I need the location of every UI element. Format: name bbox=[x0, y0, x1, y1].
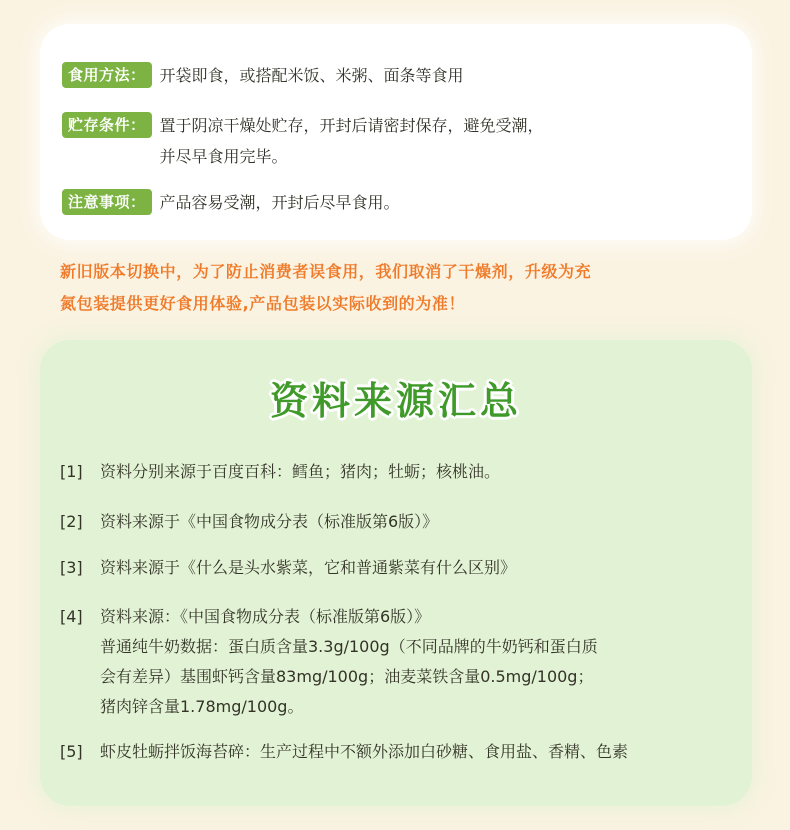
reference-text: 资料来源：《中国食物成分表（标准版第6版）》 bbox=[100, 607, 431, 626]
sources-card bbox=[40, 340, 752, 806]
reference-2 bbox=[60, 508, 438, 536]
reference-4 bbox=[60, 602, 598, 722]
reference-4-detail-3: 猪肉锌含量1.78mg/100g。 bbox=[100, 697, 304, 716]
storage-line-1: 置于阴凉干燥处贮存，开封后请密封保存，避免受潮， bbox=[159, 116, 544, 135]
reference-5 bbox=[60, 738, 628, 766]
reference-number: [4] bbox=[60, 607, 83, 626]
caution-line: 产品容易受潮，开封后尽早食用。 bbox=[159, 193, 400, 212]
storage-text bbox=[160, 110, 544, 172]
reference-text: 资料来源于《中国食物成分表（标准版第6版）》 bbox=[100, 512, 439, 531]
reference-1 bbox=[60, 458, 500, 486]
storage-tag: 贮存条件： bbox=[62, 112, 152, 138]
usage-method-row bbox=[62, 62, 464, 91]
reference-number: [3] bbox=[60, 558, 83, 577]
caution-tag: 注意事项： bbox=[62, 189, 152, 215]
usage-method-tag: 食用方法： bbox=[62, 62, 152, 88]
notice-line-2: 氮包装提供更好食用体验,产品包装以实际收到的为准！ bbox=[60, 294, 466, 313]
caution-row bbox=[62, 189, 400, 218]
storage-line-2: 并尽早食用完毕。 bbox=[159, 147, 288, 166]
reference-3 bbox=[60, 554, 516, 582]
reference-text: 资料分别来源于百度百科：鳕鱼；猪肉；牡蛎；核桃油。 bbox=[100, 462, 501, 481]
packaging-notice bbox=[60, 256, 740, 320]
reference-text: 虾皮牡蛎拌饭海苔碎：生产过程中不额外添加白砂糖、食用盐、香精、色素 bbox=[100, 742, 629, 761]
reference-4-detail-2: 会有差异）基围虾钙含量83mg/100g；油麦菜铁含量0.5mg/100g； bbox=[100, 667, 594, 686]
storage-row bbox=[62, 112, 544, 172]
reference-4-detail-1: 普通纯牛奶数据：蛋白质含量3.3g/100g（不同品牌的牛奶钙和蛋白质 bbox=[100, 637, 598, 656]
usage-method-line: 开袋即食，或搭配米饭、米粥、面条等食用 bbox=[159, 66, 464, 85]
caution-text bbox=[160, 187, 400, 218]
sources-title: 资料来源汇总 bbox=[269, 379, 522, 423]
reference-number: [1] bbox=[60, 462, 83, 481]
reference-text: 资料来源于《什么是头水紫菜，它和普通紫菜有什么区别》 bbox=[100, 558, 517, 577]
usage-method-text bbox=[160, 60, 464, 91]
usage-card bbox=[40, 24, 752, 240]
reference-number: [2] bbox=[60, 512, 83, 531]
reference-number: [5] bbox=[60, 742, 83, 761]
notice-line-1: 新旧版本切换中，为了防止消费者误食用，我们取消了干燥剂，升级为充 bbox=[60, 262, 592, 281]
